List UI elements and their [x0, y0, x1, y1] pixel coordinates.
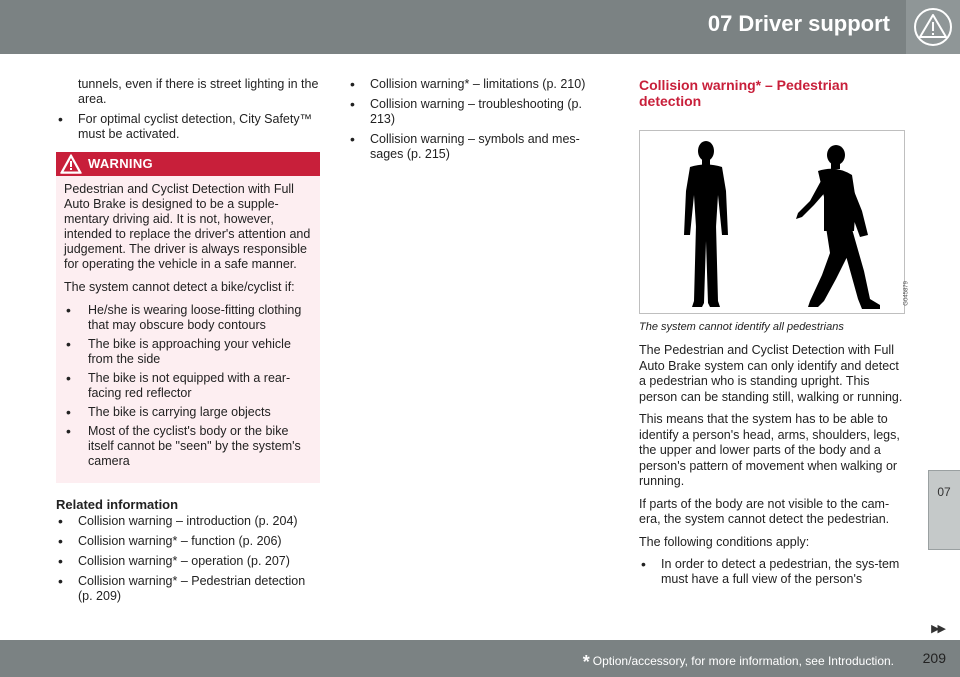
warning-title: WARNING	[88, 156, 153, 171]
related-link[interactable]: • Collision warning – symbols and mes-sages (p. 215)	[348, 132, 610, 162]
paragraph: The Pedestrian and Cyclist Detection with Full Auto Brake system can only identify and detect a pedestrian who is standing upright. This person can be standing still, walking or running.	[639, 343, 903, 404]
warning-box	[56, 152, 320, 483]
related-info-list	[56, 514, 320, 604]
warning-list	[64, 303, 312, 469]
paragraph: If parts of the body are not visible to the cam-era, the system cannot detect the pedestrian.	[639, 496, 890, 526]
related-link[interactable]: • Collision warning – troubleshooting (p. 213)	[348, 97, 610, 127]
intro-continuation: tunnels, even if there is street lighting in the area.	[78, 77, 319, 106]
warning-paragraph: Pedestrian and Cyclist Detection with Full Auto Brake is designed to be a supple-mentary driving aid. It is not, however, intended to replace the driver's attention and judgement. The driver is always responsible for operating the vehicle in a safe manner.	[64, 182, 311, 271]
warning-triangle-icon	[906, 0, 960, 54]
conditions-list	[639, 557, 907, 587]
paragraph: The following conditions apply:	[639, 534, 810, 549]
column-middle	[348, 77, 610, 167]
pedestrian-silhouettes	[640, 131, 904, 313]
pedestrian-figure	[639, 130, 910, 314]
related-link[interactable]: • Collision warning* – limitations (p. 210)	[348, 77, 610, 92]
page-number: 209	[922, 650, 946, 666]
chapter-tab[interactable]	[928, 470, 960, 550]
list-item: • The bike is carrying large objects	[64, 405, 312, 420]
list-item: • The bike is approaching your vehicle from the side	[64, 337, 312, 367]
figure-code: G045879	[904, 281, 910, 306]
warning-body	[56, 176, 320, 483]
paragraph: This means that the system has to be able to identify a person's head, arms, shoulders, legs, the upper and lower parts of the body and a person's pattern of movement when walking or running.	[639, 412, 900, 488]
column-left	[56, 77, 320, 609]
column-right	[639, 77, 910, 592]
chapter-title: 07 Driver support	[707, 11, 890, 36]
page-header	[0, 0, 960, 54]
related-link[interactable]: • Collision warning* – Pedestrian detection (p. 209)	[56, 574, 320, 604]
footnote	[583, 652, 894, 673]
related-info-list	[348, 77, 610, 162]
list-item: • In order to detect a pedestrian, the sys-tem must have a full view of the person's	[639, 557, 907, 587]
related-info-heading: Related information	[56, 497, 179, 512]
section-heading: Collision warning* – Pedestrian detection	[639, 77, 849, 109]
warning-header	[56, 152, 320, 176]
list-item: • He/she is wearing loose-fitting clothing that may obscure body contours	[64, 303, 312, 333]
related-link[interactable]: • Collision warning* – function (p. 206)	[56, 534, 320, 549]
warning-paragraph: The system cannot detect a bike/cyclist if:	[64, 280, 295, 294]
list-item: • The bike is not equipped with a rear-facing red reflector	[64, 371, 312, 401]
warning-triangle-icon	[59, 153, 83, 175]
page-footer	[0, 640, 960, 677]
footnote-text: Option/accessory, for more information, see Introduction.	[592, 654, 894, 668]
related-link[interactable]: • Collision warning – introduction (p. 204)	[56, 514, 320, 529]
list-item: • For optimal cyclist detection, City Safety™ must be activated.	[56, 112, 320, 142]
figure-caption: The system cannot identify all pedestrians	[639, 321, 844, 333]
related-link[interactable]: • Collision warning* – operation (p. 207)	[56, 554, 320, 569]
walking-person-silhouette	[796, 145, 880, 309]
list-item: • Most of the cyclist's body or the bike itself cannot be "seen" by the system's camera	[64, 424, 312, 469]
intro-list	[56, 112, 320, 142]
next-page-arrows-icon[interactable]: ▶▶	[931, 623, 944, 635]
standing-person-silhouette	[684, 141, 728, 307]
footnote-star: *	[582, 652, 590, 672]
chapter-tab-label: 07	[937, 485, 951, 499]
